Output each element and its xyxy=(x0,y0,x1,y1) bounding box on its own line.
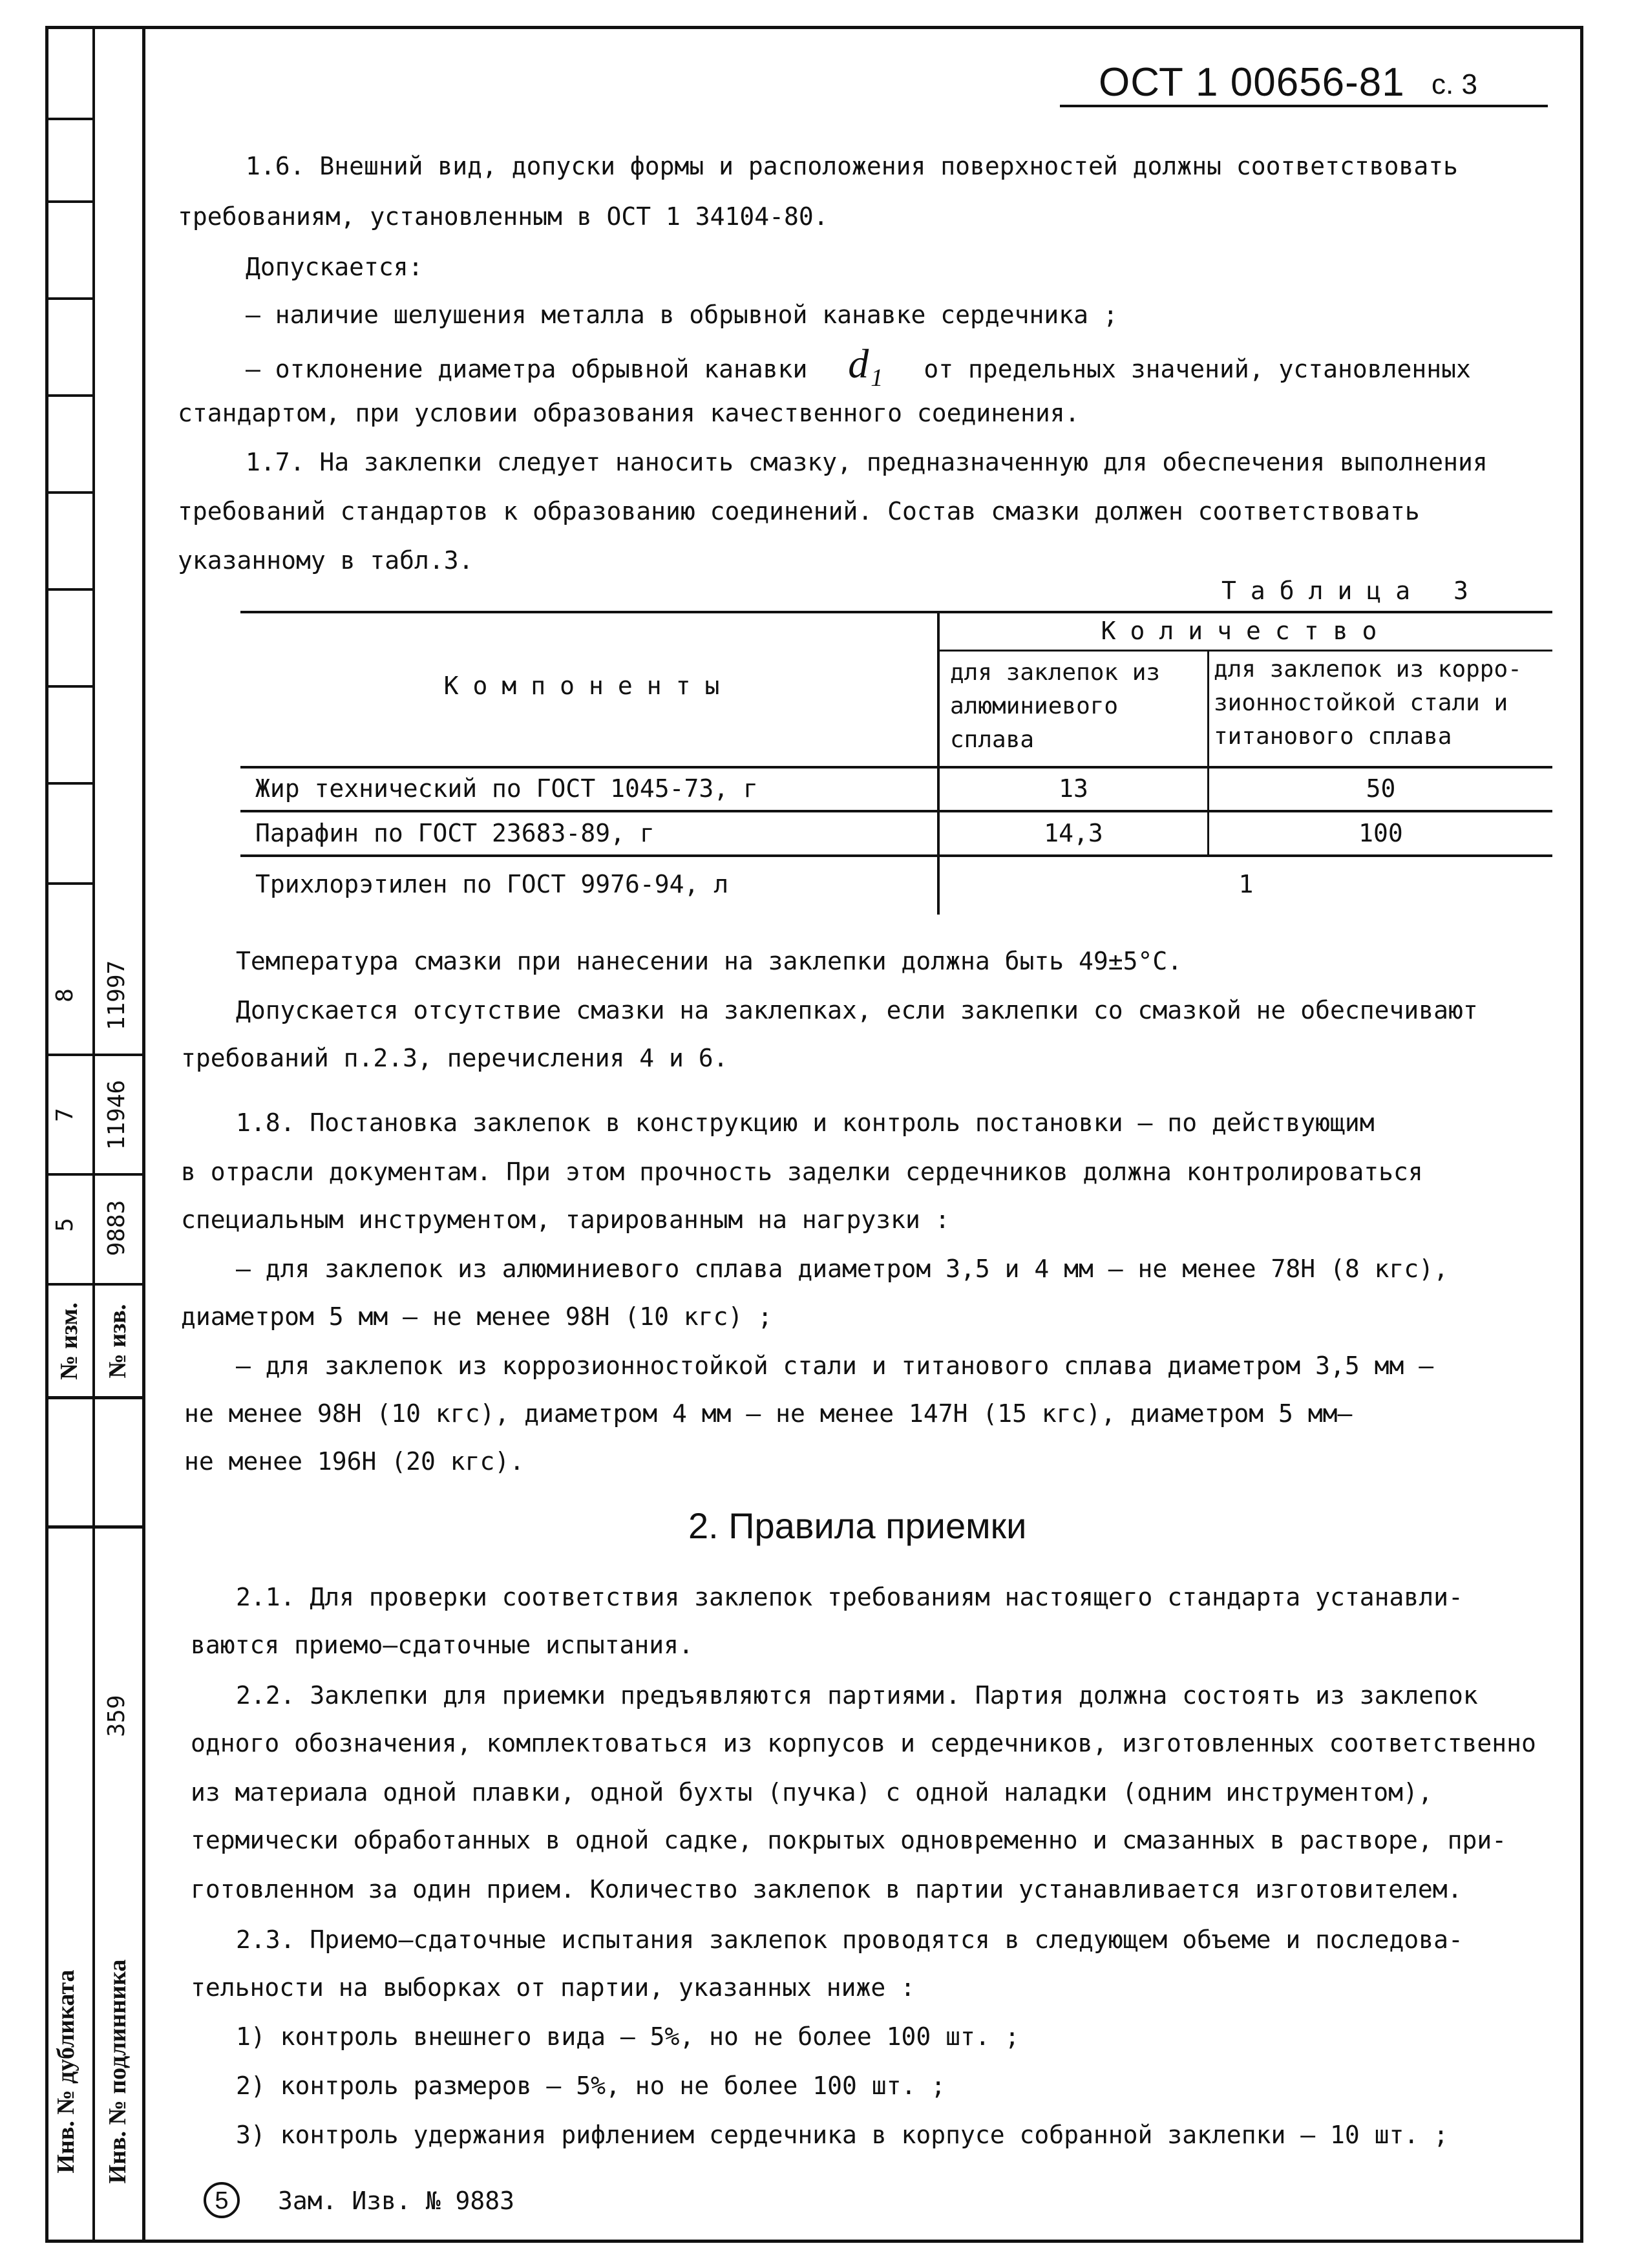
para-2-2-line: 2.2. Заклепки для приемки предъявляются партиями. Партия должна состоять из заклепок xyxy=(236,1681,1478,1710)
after-table-line: требований п.2.3, перечисления 4 и 6. xyxy=(181,1044,728,1072)
para-1-7-line: требований стандартов к образованию соединений. Состав смазки должен соответствовать xyxy=(178,497,1420,525)
para-1-6-line xyxy=(174,340,1471,393)
change-notice: Зам. Изв. № 9883 xyxy=(278,2187,515,2215)
text-part: от предельных значений, установленных xyxy=(924,355,1471,383)
para-2-1-line: ваются приемо–сдаточные испытания. xyxy=(191,1631,693,1659)
col-components-header: Компоненты xyxy=(443,672,734,700)
para-2-2-line: термически обработанных в одной садке, покрытых одновременно и смазанных в растворе, при- xyxy=(191,1826,1507,1854)
col-al-header-line: сплава xyxy=(950,726,1035,753)
rev-number: 8 xyxy=(52,988,78,1002)
para-1-8-line: диаметром 5 мм – не менее 98Н (10 кгс) ; xyxy=(181,1302,773,1331)
para-1-8-line: 1.8. Постановка заклепок в конструкцию и контроль постановки – по действующим xyxy=(236,1108,1375,1137)
col-steel-header-line: зионностойкой стали и xyxy=(1214,690,1508,716)
col-steel-header-line: титанового сплава xyxy=(1214,723,1452,750)
para-1-8-line: – для заклепок из коррозионностойкой стали и титанового сплава диаметром 3,5 мм – xyxy=(236,1351,1434,1380)
row-name: Трихлорэтилен по ГОСТ 9976-94, л xyxy=(255,870,729,898)
doc-number: 9883 xyxy=(103,1200,130,1256)
row-al-value: 13 xyxy=(1059,774,1088,803)
table-caption: Таблица 3 xyxy=(1221,577,1483,605)
list-item: 1) контроль внешнего вида – 5%, но не более 100 шт. ; xyxy=(236,2022,1020,2051)
para-1-7-line: 1.7. На заклепки следует наносить смазку, предназначенную для обеспечения выполнения xyxy=(246,448,1488,476)
para-2-1-line: 2.1. Для проверки соответствия заклепок требованиям настоящего стандарта устанавли- xyxy=(236,1583,1463,1611)
col-al-header-line: алюминиевого xyxy=(950,693,1119,719)
label-dublikat: Инв. № дубликата xyxy=(52,1969,79,2174)
col-al-header-line: для заклепок из xyxy=(950,659,1161,686)
doc-number: 11997 xyxy=(103,960,130,1031)
row-name: Жир технический по ГОСТ 1045-73, г xyxy=(255,774,758,803)
para-1-6-line: 1.6. Внешний вид, допуски формы и расположения поверхностей должны соответствовать xyxy=(246,152,1458,180)
after-table-line: Допускается отсутствие смазки на заклепках, если заклепки со смазкой не обеспечивают xyxy=(236,996,1478,1024)
change-number-circle: 5 xyxy=(204,2182,240,2218)
col-steel-header xyxy=(1214,653,1550,754)
col-al-header xyxy=(950,656,1202,757)
list-item: 3) контроль удержания рифлением сердечника в корпусе собранной заклепки – 10 шт. ; xyxy=(236,2121,1448,2149)
list-item: 2) контроль размеров – 5%, но не более 100 шт. ; xyxy=(236,2072,946,2100)
para-1-6-line: Допускается: xyxy=(246,253,423,281)
text-part: – отклонение диаметра обрывной канавки xyxy=(246,355,808,383)
row-steel-value: 50 xyxy=(1366,774,1396,803)
para-1-6-line: стандартом, при условии образования качественного соединения. xyxy=(178,399,1080,427)
rev-number: 7 xyxy=(52,1108,78,1122)
label-izv: № изв. xyxy=(104,1304,131,1379)
row-steel-value: 100 xyxy=(1358,819,1403,847)
para-2-2-line: из материала одной плавки, одной бухты (пучка) с одной наладки (одним инструментом), xyxy=(191,1778,1433,1807)
page-number: с. 3 xyxy=(1431,69,1477,100)
para-1-7-line: указанному в табл.3. xyxy=(178,546,474,575)
para-1-6-line: требованиям, установленным в ОСТ 1 34104-80. xyxy=(178,202,829,231)
para-1-8-line: не менее 196Н (20 кгс). xyxy=(184,1447,525,1476)
para-1-8-line: в отрасли документам. При этом прочность заделки сердечников должна контролироваться xyxy=(181,1158,1423,1186)
para-2-3-line: тельности на выборках от партии, указанных ниже : xyxy=(191,1973,916,2002)
row-merged-value: 1 xyxy=(1238,870,1254,898)
rev-number: 5 xyxy=(52,1218,78,1232)
after-table-line: Температура смазки при нанесении на заклепки должна быть 49±5°С. xyxy=(236,947,1183,975)
para-1-8-line: – для заклепок из алюминиевого сплава диаметром 3,5 и 4 мм – не менее 78Н (8 кгс), xyxy=(236,1255,1448,1283)
label-podlinnik: Инв. № подлинника xyxy=(104,1959,131,2184)
label-izm: № изм. xyxy=(56,1302,83,1380)
doc-number: 11946 xyxy=(103,1079,130,1150)
para-1-8-line: не менее 98Н (10 кгс), диаметром 4 мм – не менее 147Н (15 кгс), диаметром 5 мм– xyxy=(184,1399,1353,1428)
symbol-d1: d₁ xyxy=(848,341,883,387)
para-2-2-line: готовленном за один прием. Количество заклепок в партии устанавливается изготовителем. xyxy=(191,1875,1463,1903)
document-code: ОСТ 1 00656-81 xyxy=(1099,60,1405,105)
para-2-3-line: 2.3. Приемо–сдаточные испытания заклепок проводятся в следующем объеме и последова- xyxy=(236,1925,1463,1954)
para-1-8-line: специальным инструментом, тарированным на нагрузки : xyxy=(181,1205,950,1234)
col-quantity-header: Количество xyxy=(1101,617,1391,645)
row-al-value: 14,3 xyxy=(1044,819,1103,847)
section-2-title: 2. Правила приемки xyxy=(688,1505,1027,1546)
inventory-value: 359 xyxy=(103,1695,130,1737)
row-name: Парафин по ГОСТ 23683-89, г xyxy=(255,819,655,847)
col-steel-header-line: для заклепок из корро- xyxy=(1214,656,1522,683)
header-underline xyxy=(1060,105,1548,107)
para-1-6-line: – наличие шелушения металла в обрывной канавке сердечника ; xyxy=(246,301,1118,329)
para-2-2-line: одного обозначения, комплектоваться из корпусов и сердечников, изготовленных соответственно xyxy=(191,1729,1536,1757)
